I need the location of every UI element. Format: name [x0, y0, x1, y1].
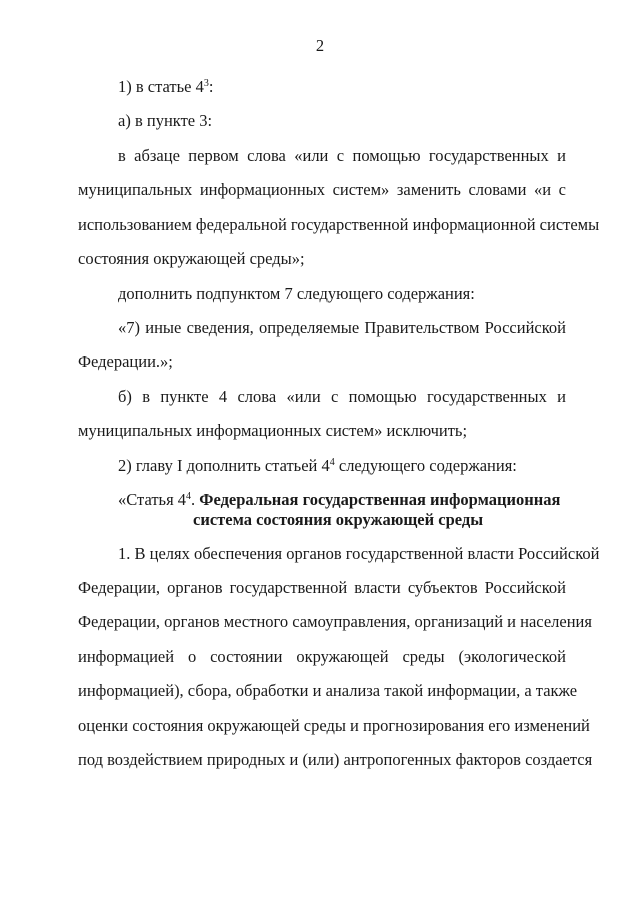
subitem-a-line: а) в пункте 3:	[118, 111, 213, 130]
item-2-superscript: 4	[329, 457, 335, 468]
item-1-line	[118, 77, 213, 97]
paragraph-line: использованием федеральной государственной информационной системы	[78, 215, 600, 234]
item-1-colon: :	[208, 77, 214, 96]
item-1-superscript: 3	[203, 78, 209, 89]
item-1-text: 1) в статье 4	[118, 77, 204, 96]
item-2-line	[118, 456, 517, 476]
paragraph-line: 1. В целях обеспечения органов государственной власти Российской	[118, 544, 600, 563]
article-heading	[118, 490, 560, 510]
paragraph-line: информацией), сбора, обработки и анализа такой информации, а также	[78, 681, 578, 700]
article-title-line-2: система состояния окружающей среды	[193, 510, 484, 529]
article-label: «Статья 4	[118, 490, 187, 509]
paragraph-line: «7) иные сведения, определяемые Правительством Российской	[118, 318, 566, 337]
item-2-tail: следующего содержания:	[334, 456, 517, 475]
paragraph-line: в абзаце первом слова «или с помощью государственных и	[118, 146, 566, 165]
page-number: 2	[315, 36, 325, 55]
paragraph-line: дополнить подпунктом 7 следующего содержания:	[118, 284, 475, 303]
paragraph-line: Федерации.»;	[78, 352, 173, 371]
paragraph-line: состояния окружающей среды»;	[78, 249, 305, 268]
article-dot: .	[191, 490, 196, 509]
paragraph-line: информацией о состоянии окружающей среды (экологической	[78, 647, 566, 666]
item-2-text: 2) главу I дополнить статьей 4	[118, 456, 330, 475]
article-title-line-1: Федеральная государственная информационная	[199, 490, 561, 509]
paragraph-line: оценки состояния окружающей среды и прогнозирования его изменений	[78, 716, 590, 735]
paragraph-line: Федерации, органов местного самоуправления, организаций и населения	[78, 612, 592, 631]
paragraph-line: Федерации, органов государственной власти субъектов Российской	[78, 578, 566, 597]
paragraph-line: под воздействием природных и (или) антропогенных факторов создается	[78, 750, 593, 769]
paragraph-line: муниципальных информационных систем» исключить;	[78, 421, 468, 440]
paragraph-line: б) в пункте 4 слова «или с помощью государственных и	[118, 387, 566, 406]
paragraph-line: муниципальных информационных систем» заменить словами «и с	[78, 180, 566, 199]
article-superscript: 4	[186, 491, 192, 502]
